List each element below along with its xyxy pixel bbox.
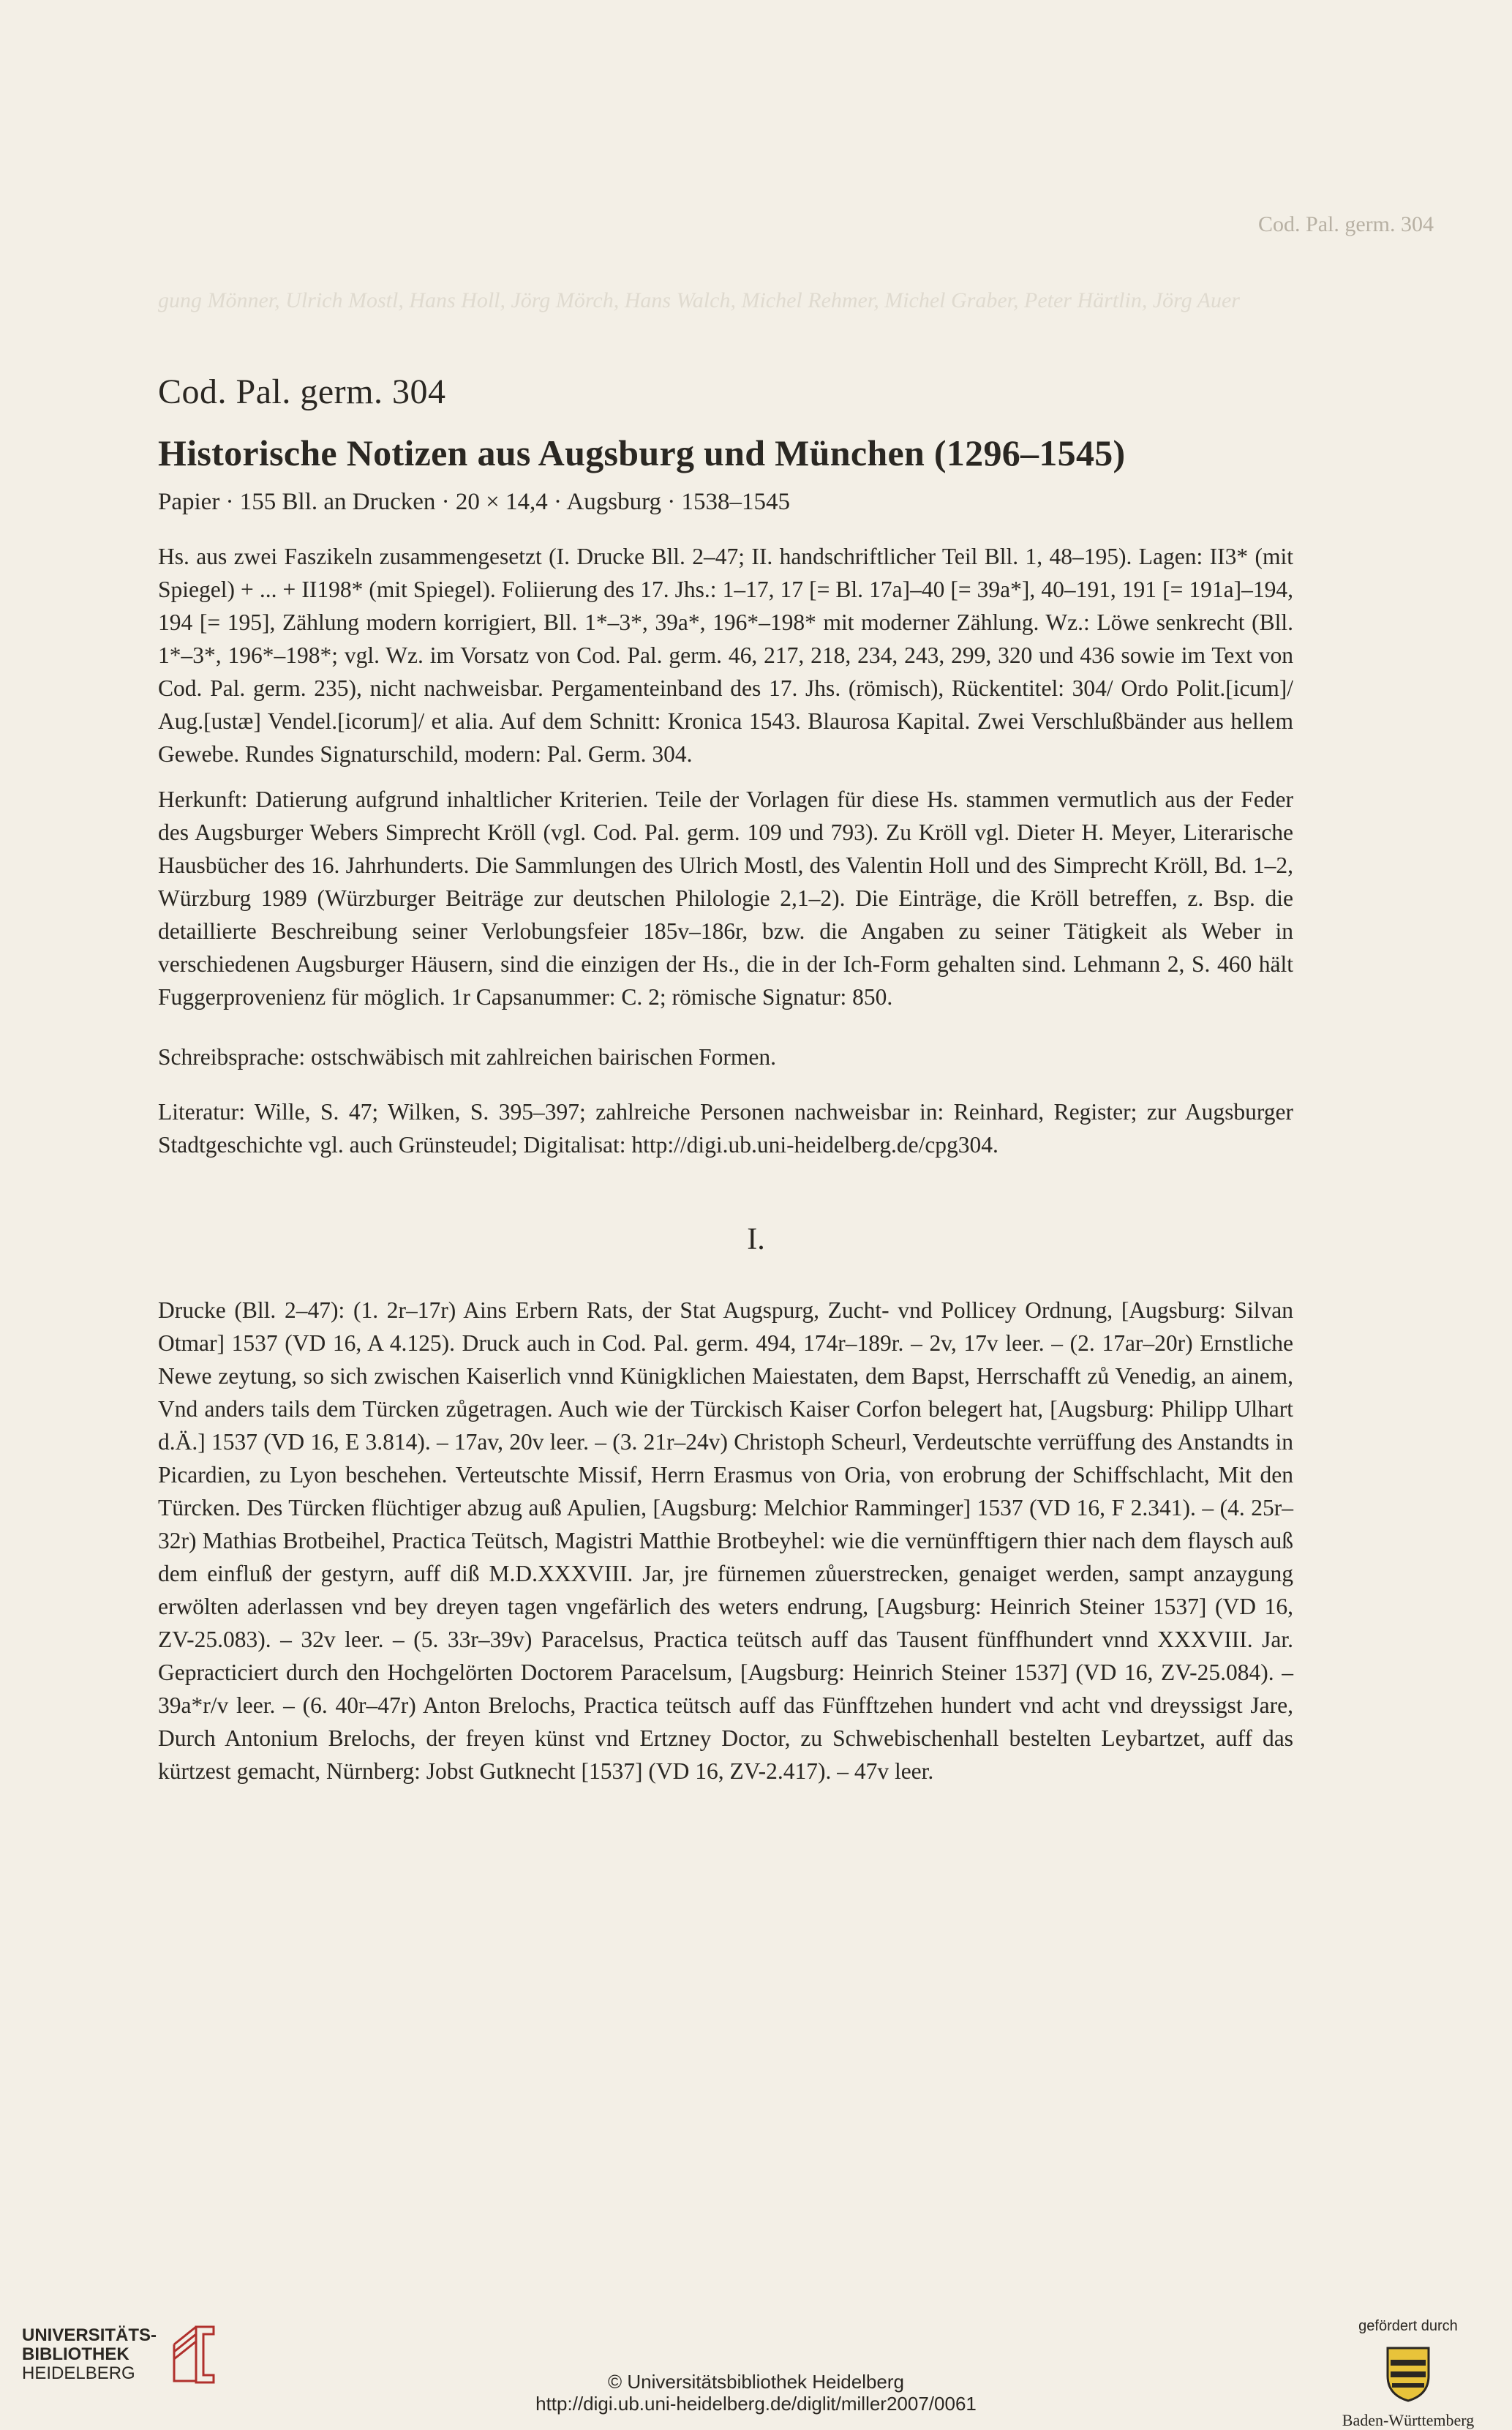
funder-block[interactable] [1328, 2318, 1489, 2430]
literature [158, 1095, 1293, 1161]
copyright-text: © Universitätsbibliothek Heidelberg [607, 2371, 905, 2393]
library-name-line2: BIBLIOTHEK [22, 2344, 129, 2364]
manuscript-meta: Papier · 155 Bll. an Drucken · 20 × 14,4 · Augsburg · 1538–1545 [158, 489, 790, 515]
physical-description [158, 540, 1293, 770]
language-paragraph: Schreibsprache: ostschwäbisch mit zahlreichen bairischen Formen. [158, 1044, 776, 1070]
section-heading: I. [747, 1223, 765, 1256]
provenance [158, 783, 1293, 1013]
permalink[interactable]: http://digi.ub.uni-heidelberg.de/diglit/miller2007/0061 [535, 2393, 977, 2415]
prints-section [158, 1294, 1293, 1788]
funder-name: Baden-Württemberg [1342, 2411, 1475, 2429]
script-language [158, 1040, 1293, 1073]
literature-paragraph: Literatur: Wille, S. 47; Wilken, S. 395–397; zahlreiche Personen nachweisbar in: Reinhard, Register; zur Augsburger Stadtgeschichte vgl. auch Grünsteudel; Digitalisat: http://digi.ub.uni-heidelberg.de/cpg304. [158, 1099, 1293, 1158]
running-head: Cod. Pal. germ. 304 [1258, 212, 1434, 236]
manuscript-title: Historische Notizen aus Augsburg und München (1296–1545) [158, 432, 1126, 473]
library-name-line1: UNIVERSITÄTS- [22, 2325, 157, 2345]
description-paragraph: Hs. aus zwei Faszikeln zusammengesetzt (I. Drucke Bll. 2–47; II. handschriftlicher Teil Bll. 1, 48–195). Lagen: II3* (mit Spiegel) + ... + II198* (mit Spiegel). Foliierung des 17. Jhs.: 1–17, 17 [= Bl. 17a]–40 [= 39a*], 40–191, 191 [= 191a]–194, 194 [= 195], Zählung modern korrigiert, Bll. 1*–3*, 39a*, 196*–198* mit moderner Zählung. Wz.: Löwe senkrecht (Bll. 1*–3*, 196*–198*; vgl. Wz. im Vorsatz von Cod. Pal. germ. 46, 217, 218, 234, 243, 299, 320 und 436 sowie im Text von Cod. Pal. germ. 235), nicht nachweisbar. Pergamenteinband des 17. Jhs. (römisch), Rückentitel: 304/ Ordo Polit.[icum]/ Aug.[ustæ] Vendel.[icorum]/ et alia. Auf dem Schnitt: Kronica 1543. Blaurosa Kapital. Zwei Verschlußbänder aus hellem Gewebe. Rundes Signaturschild, modern: Pal. Germ. 304. [158, 544, 1293, 767]
page-title: Cod. Pal. germ. 304 [158, 372, 446, 411]
prints-paragraph: Drucke (Bll. 2–47): (1. 2r–17r) Ains Erbern Rats, der Stat Augspurg, Zucht- vnd Pollicey Ordnung, [Augsburg: Silvan Otmar] 1537 (VD 16, A 4.125). Druck auch in Cod. Pal. germ. 494, 174r–189r. – 2v, 17v leer. – (2. 17ar–20r) Ernstliche Newe zeytung, so sich zwischen Kaiserlich vnnd Künigklichen Maiestaten, dem Bapst, Herrschafft zů Venedig, an ainem, Vnd anders tails dem Türcken zůgetragen. Auch wie der Türckisch Kaiser Corfon belegert hat, [Augsburg: Philipp Ulhart d.Ä.] 1537 (VD 16, E 3.814). – 17av, 20v leer. – (3. 21r–24v) Christoph Scheurl, Verdeutschte verrüffung des Anstandts in Picardien, zu Lyon beschehen. Verteutschte Missif, Herrn Erasmus von Oria, von erobrung der Schiffschlacht, Mit den Türcken. Des Türcken flüchtiger abzug auß Apulien, [Augsburg: Melchior Ramminger] 1537 (VD 16, F 2.341). – (4. 25r–32r) Mathias Brotbeihel, Practica Teütsch, Magistri Matthie Brotbeyhel: wie die vernünfftigern thier nach dem flaysch auß dem einfluß der gestyrn, auff diß M.D.XXXVIII. Jar, jre fürnemen zůuerstrecken, genaiget werden, sampt anzaygung erwölten aderlassen vnd bey dreyen tagen vngefärlich des weters endrung, [Augsburg: Heinrich Steiner 1537] (VD 16, ZV-25.083). – 32v leer. – (5. 33r–39v) Paracelsus, Practica teütsch auff das Tausent fünffhundert vnnd XXXVIII. Jar. Gepracticiert durch den Hochgelörten Doctorem Paracelsum, [Augsburg: Heinrich Steiner 1537] (VD 16, ZV-25.084). – 39a*r/v leer. – (6. 40r–47r) Anton Brelochs, Practica teütsch auff das Fünfftzehen hundert vnd acht vnd dreyssigst Jare, Durch Antonium Brelochs, der freyen künst vnd Ertzney Doctor, zu Schwebischenhall bestelten Leybartzet, auff das kürtzest gemacht, Nürnberg: Jobst Gutknecht [1537] (VD 16, ZV-2.417). – 47v leer. [158, 1297, 1293, 1784]
funded-by-label: gefördert durch [1358, 2318, 1458, 2334]
footer-credits [0, 2371, 1512, 2415]
provenance-paragraph: Herkunft: Datierung aufgrund inhaltlicher Kriterien. Teile der Vorlagen für diese Hs. stammen vermutlich aus der Feder des Augsburger Webers Simprecht Kröll (vgl. Cod. Pal. germ. 109 und 793). Zu Kröll vgl. Dieter H. Meyer, Literarische Hausbücher des 16. Jahrhunderts. Die Sammlungen des Ulrich Mostl, des Valentin Holl und des Simprecht Kröll, Bd. 1–2, Würzburg 1989 (Würzburger Beiträge zur deutschen Philologie 2,1–2). Die Einträge, die Kröll betreffen, z. Bsp. die detaillierte Beschreibung seiner Verlobungsfeier 185v–186r, bzw. die Angaben zu seiner Tätigkeit als Weber in verschiedenen Augsburger Häusern, sind die einzigen der Hs., die in der Ich-Form gehalten sind. Lehmann 2, S. 460 hält Fuggerprovenienz für möglich. 1r Capsanummer: C. 2; römische Signatur: 850. [158, 787, 1293, 1010]
library-name-line3: HEIDELBERG [22, 2363, 135, 2383]
coat-of-arms-icon [1382, 2342, 1434, 2404]
bleed-through-text: gung Mönner, Ulrich Mostl, Hans Holl, Jörg Mörch, Hans Walch, Michel Rehmer, Michel Graber, Peter Härtlin, Jörg Auer [158, 288, 1240, 312]
